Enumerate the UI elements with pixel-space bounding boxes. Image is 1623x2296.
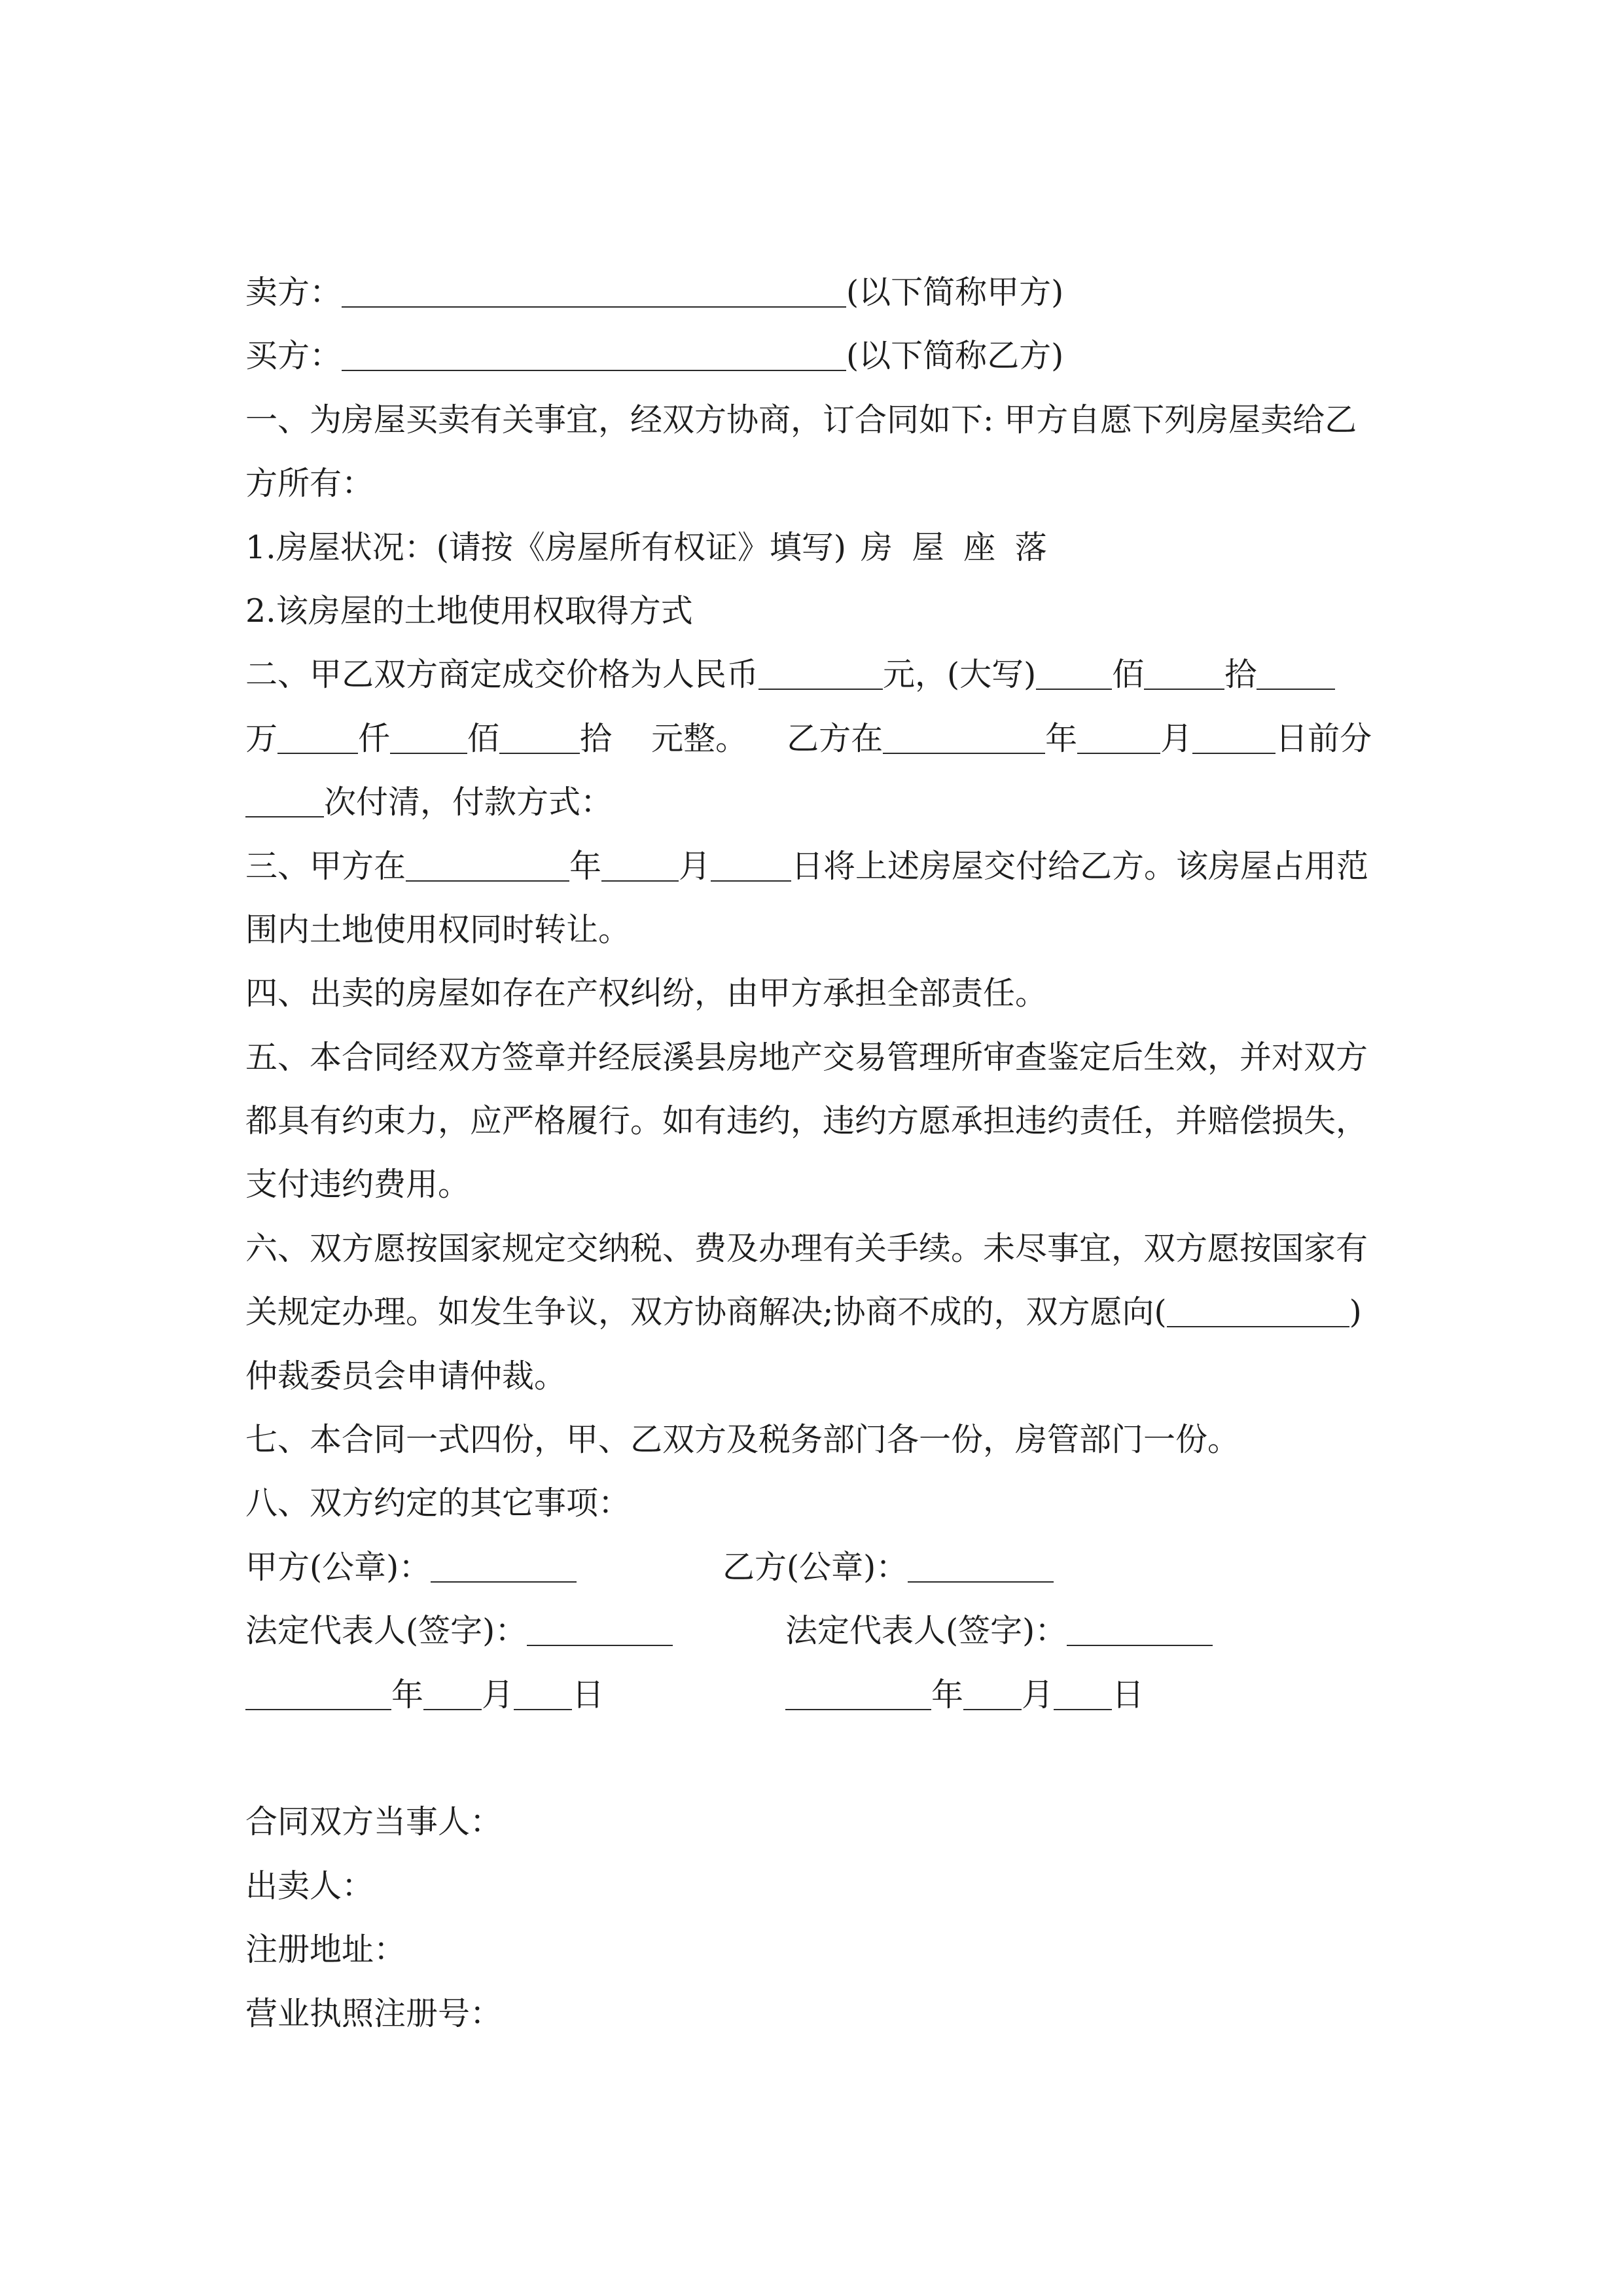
caps-wan-blank (1257, 689, 1335, 690)
party-a-seal-label: 甲方(公章)： (245, 1548, 431, 1586)
clause-3-rest: 日将上述房屋交付给乙方。该房屋占用范 (791, 847, 1369, 885)
clause-2-line-3 (245, 770, 1397, 834)
party-a-unit-month: 月 (482, 1676, 514, 1713)
buyer-note: (以下简称乙方) (846, 337, 1064, 375)
party-a-seal (245, 1535, 722, 1599)
seller-line (245, 260, 1397, 324)
party-a-unit-day: 日 (572, 1676, 605, 1713)
clause-3-line-2 (245, 898, 1397, 961)
party-details-heading: 合同双方当事人： (245, 1803, 503, 1841)
delivery-month-blank (601, 880, 679, 882)
contract-page (245, 260, 1397, 2045)
caps-qian-blank (277, 753, 358, 754)
clause-6-text-1: 六、双方愿按国家规定交纳税、费及办理有关手续。未尽事宜，双方愿按国家有 (245, 1229, 1368, 1267)
business-license-label: 营业执照注册号： (245, 1994, 503, 2032)
party-b-seal-blank (908, 1581, 1054, 1583)
clause-1-item-2 (245, 579, 1397, 643)
party-details-heading-line (245, 1790, 1397, 1854)
payment-day-blank (1192, 753, 1275, 754)
clause-7-line (245, 1408, 1397, 1471)
clause-3-intro: 三、甲方在 (245, 847, 406, 885)
party-a-legal-rep-label: 法定代表人(签字)： (245, 1612, 527, 1650)
party-a-legal-rep (245, 1599, 785, 1662)
buyer-line (245, 324, 1397, 387)
clause-8-text: 八、双方约定的其它事项： (245, 1484, 631, 1522)
unit-month: 月 (1160, 719, 1193, 757)
clause-1-line-2 (245, 452, 1397, 515)
clause-6-line-2 (245, 1280, 1397, 1344)
unit-bai-2: 佰 (467, 719, 500, 757)
clause-2-line-1 (245, 643, 1397, 706)
clause-6-text-2: 关规定办理。如发生争议，双方协商解决;协商不成的，双方愿向( (245, 1293, 1167, 1331)
payment-party-label: 乙方在 (787, 719, 883, 757)
party-a-sign-date (245, 1663, 785, 1727)
party-b-signature-blank (1067, 1645, 1213, 1646)
clause-6-close-paren: ) (1349, 1293, 1362, 1331)
spacer (245, 1727, 1397, 1790)
clause-6-line-1 (245, 1217, 1397, 1280)
party-b-unit-month: 月 (1022, 1676, 1054, 1713)
clause-5-text-1: 五、本合同经双方签章并经辰溪县房地产交易管理所审查鉴定后生效，并对双方 (245, 1038, 1368, 1076)
land-use-right-label: 2.该房屋的土地使用权取得方式 (245, 592, 693, 630)
installments-count-blank (245, 816, 324, 817)
unit-qian: 仟 (358, 719, 391, 757)
unit-year: 年 (1045, 719, 1078, 757)
clause-3-text-cont: 围内土地使用权同时转让。 (245, 910, 631, 948)
payment-month-blank (1077, 753, 1160, 754)
registered-address-label: 注册地址： (245, 1931, 406, 1969)
clause-1-line-1 (245, 388, 1397, 452)
sign-date-line (245, 1663, 1397, 1727)
party-a-signature-blank (527, 1645, 673, 1646)
party-b-year-blank (785, 1709, 931, 1710)
legal-rep-line (245, 1599, 1397, 1662)
clause-1-item-1 (245, 516, 1397, 579)
unit-wan: 万 (245, 719, 278, 757)
caps-shi-blank (1144, 689, 1224, 690)
clause-1-text-cont: 方所有： (245, 465, 374, 503)
clause-5-text-3: 支付违约费用。 (245, 1166, 471, 1204)
party-b-unit-day: 日 (1112, 1676, 1145, 1713)
party-a-unit-year: 年 (391, 1676, 424, 1713)
unit-day-before: 日前分 (1275, 719, 1372, 757)
clause-6-line-3 (245, 1344, 1397, 1408)
party-b-legal-rep-label: 法定代表人(签字)： (785, 1612, 1067, 1650)
clause-4-line (245, 961, 1397, 1025)
seller-detail-label: 出卖人： (245, 1867, 374, 1905)
clause-8-line (245, 1471, 1397, 1535)
buyer-label: 买方： (245, 337, 342, 375)
unit-shi: 拾 (1224, 656, 1257, 694)
party-b-day-blank (1054, 1709, 1112, 1710)
unit-shi-2: 拾 (580, 719, 613, 757)
delivery-unit-month: 月 (679, 847, 711, 885)
clause-1-text: 一、为房屋买卖有关事宜，经双方协商，订合同如下: 甲方自愿下列房屋卖给乙 (245, 401, 1357, 439)
party-b-unit-year: 年 (931, 1676, 964, 1713)
unit-yuan-whole: 元整。 (651, 719, 748, 757)
seal-line (245, 1535, 1397, 1599)
party-b-month-blank (963, 1709, 1022, 1710)
caps-shi-blank-2 (499, 753, 580, 754)
party-b-sign-date (785, 1663, 1144, 1727)
party-b-seal (722, 1535, 1054, 1599)
seller-name-blank (342, 306, 846, 308)
delivery-year-blank (406, 880, 569, 882)
payment-year-blank (883, 753, 1045, 754)
seller-label: 卖方： (245, 274, 342, 311)
party-a-day-blank (514, 1709, 572, 1710)
seller-detail-line (245, 1854, 1397, 1918)
clause-5-line-1 (245, 1026, 1397, 1089)
party-b-legal-rep (785, 1599, 1213, 1662)
delivery-unit-year: 年 (569, 847, 602, 885)
house-status-label: 1.房屋状况：(请按《房屋所有权证》填写) (245, 528, 846, 566)
unit-bai: 佰 (1112, 656, 1145, 694)
house-location-label: 房 屋 座 落 (861, 528, 1047, 566)
party-a-month-blank (423, 1709, 482, 1710)
license-line (245, 1982, 1397, 2045)
address-line (245, 1918, 1397, 1981)
price-amount-blank (758, 689, 883, 690)
installments-label: 次付清，付款方式： (324, 783, 613, 821)
unit-yuan-caps: 元，(大写) (883, 656, 1037, 694)
clause-3-line-1 (245, 834, 1397, 898)
party-a-year-blank (245, 1709, 391, 1710)
clause-7-text: 七、本合同一式四份，甲、乙双方及税务部门各一份，房管部门一份。 (245, 1421, 1240, 1459)
clause-4-text: 四、出卖的房屋如存在产权纠纷，由甲方承担全部责任。 (245, 975, 1048, 1013)
clause-5-line-2 (245, 1089, 1397, 1153)
delivery-day-blank (711, 880, 791, 882)
clause-2-intro: 二、甲乙双方商定成交价格为人民币 (245, 656, 759, 694)
seller-note: (以下简称甲方) (846, 274, 1064, 311)
caps-bai-blank (1036, 689, 1112, 690)
caps-bai-blank-2 (390, 753, 467, 754)
buyer-name-blank (342, 370, 846, 371)
clause-5-text-2: 都具有约束力，应严格履行。如有违约，违约方愿承担违约责任，并赔偿损失， (245, 1102, 1368, 1140)
party-b-seal-label: 乙方(公章)： (722, 1548, 908, 1586)
clause-6-text-3: 仲裁委员会申请仲裁。 (245, 1357, 567, 1395)
clause-5-line-3 (245, 1153, 1397, 1216)
arbitration-committee-blank (1167, 1326, 1349, 1327)
clause-2-line-2 (245, 707, 1397, 770)
party-a-seal-blank (431, 1581, 577, 1583)
